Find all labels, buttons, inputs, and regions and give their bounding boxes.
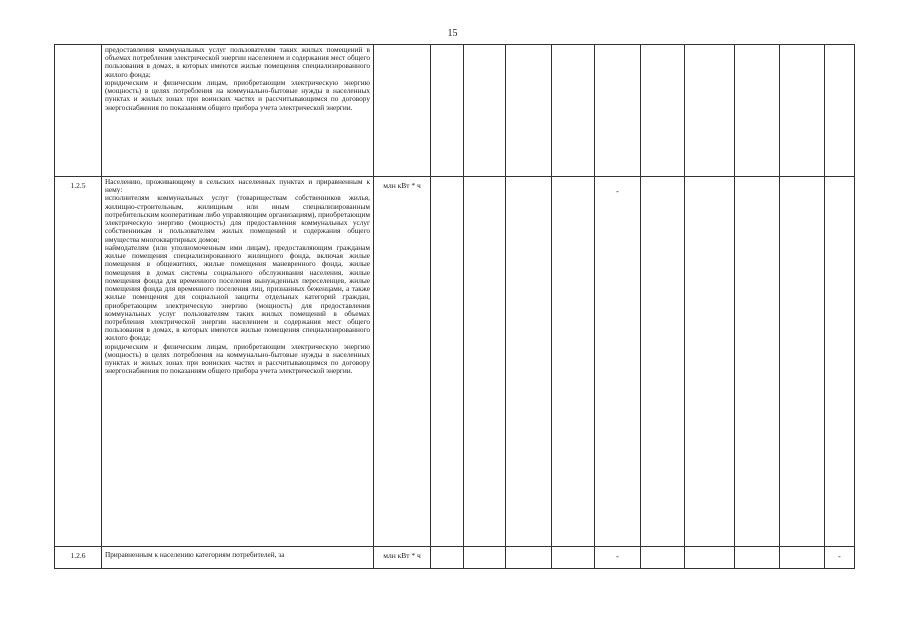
value-cell: [595, 177, 641, 547]
description-paragraph: Приравненным к населению категориям потребителей, за: [105, 550, 285, 559]
value-cell: [825, 177, 855, 547]
value-cell: [780, 45, 825, 177]
value-cell: [641, 547, 685, 569]
value-cell: [641, 177, 685, 547]
description-paragraph: наймодателям (или уполномоченным ими лицам), предоставляющим гражданам жилые помещения специализированного жилищного фонда, включая жилые помещения в общежитиях, жилые помещения маневренного фонда, жилые помещения в домах системы социального обслуживания населения, жилые помещения фонда для временного поселения вынужденных переселенцев, жилые помещения фонда для временного поселения лиц, признанных беженцами, а также жилые помещения для социальной защиты отдельных категорий граждан, приобретающим электрическую энергию (мощность) для предоставления коммунальных услуг пользователям таких жилых помещений в объемах потребления электрической энергии населением и содержания мест общего пользования в домах, в которых имеются жилые помещения специализированного жилого фонда;: [105, 242, 370, 343]
value-cell: [685, 547, 735, 569]
value-cell: [464, 45, 506, 177]
tariff-table: [54, 44, 855, 569]
value-cell: [431, 547, 464, 569]
description-paragraph: предоставления коммунальных услуг пользователям таких жилых помещений в объемах потребления электрической энергии населением и содержания мест общего пользования в домах, в которых имеются жилые помещения специализированного жилого фонда;: [105, 45, 370, 79]
value-cell: [685, 45, 735, 177]
row-number: 1.2.6: [55, 547, 102, 569]
table-row: [55, 177, 855, 547]
value-cell: [735, 547, 780, 569]
description-paragraph: юридическим и физическим лицам, приобретающим электрическую энергию (мощность) в целях потребления на коммунально-бытовые нужды в населенных пунктах и жилых зонах при воинских частях и рассчитывающимся по договору энергоснабжения по показаниям общего прибора учета электрической энергии.: [105, 77, 370, 112]
value-cell: [685, 177, 735, 547]
cell-dash: -: [616, 552, 619, 561]
row-number: 1.2.5: [55, 177, 102, 547]
value-cell: [506, 177, 552, 547]
value-cell: [431, 45, 464, 177]
table-row: [55, 547, 855, 569]
description-paragraph: исполнителям коммунальных услуг (товариществам собственников жилья, жилищно-строительным, жилищным или иным специализированным потребительским кооперативам либо управляющим организациям), приобретающим электрическую энергию (мощность) для предоставления коммунальных услуг собственникам и пользователям жилых помещений и содержания общего имущества многоквартирных домов;: [105, 193, 370, 244]
table-row: [55, 45, 855, 177]
value-cell: [825, 45, 855, 177]
row-description: [102, 547, 374, 569]
value-cell: [552, 547, 595, 569]
value-cell: [552, 45, 595, 177]
row-unit: млн кВт * ч: [374, 547, 431, 569]
value-cell: [552, 177, 595, 547]
value-cell: [595, 45, 641, 177]
value-cell: [464, 547, 506, 569]
value-cell: [506, 547, 552, 569]
value-cell: [735, 45, 780, 177]
value-cell: [780, 177, 825, 547]
row-number: [55, 45, 102, 177]
value-cell: [825, 547, 855, 569]
row-unit: [374, 45, 431, 177]
cell-dash: -: [838, 552, 841, 561]
value-cell: [595, 547, 641, 569]
description-paragraph: Населению, проживающему в сельских населенных пунктах и приравненным к нему:: [105, 177, 370, 195]
value-cell: [506, 45, 552, 177]
value-cell: [464, 177, 506, 547]
row-description: [102, 177, 374, 547]
cell-dash: -: [616, 187, 619, 196]
value-cell: [431, 177, 464, 547]
page-number: 15: [447, 28, 458, 39]
value-cell: [780, 547, 825, 569]
description-paragraph: юридическим и физическим лицам, приобретающим электрическую энергию (мощность) в целях потребления на коммунально-бытовые нужды в населенных пунктах и жилых зонах при воинских частях и рассчитывающимся по договору энергоснабжения по показаниям общего прибора учета электрической энергии.: [105, 341, 370, 376]
value-cell: [641, 45, 685, 177]
row-unit: млн кВт * ч: [374, 177, 431, 547]
value-cell: [735, 177, 780, 547]
row-description: [102, 45, 374, 177]
